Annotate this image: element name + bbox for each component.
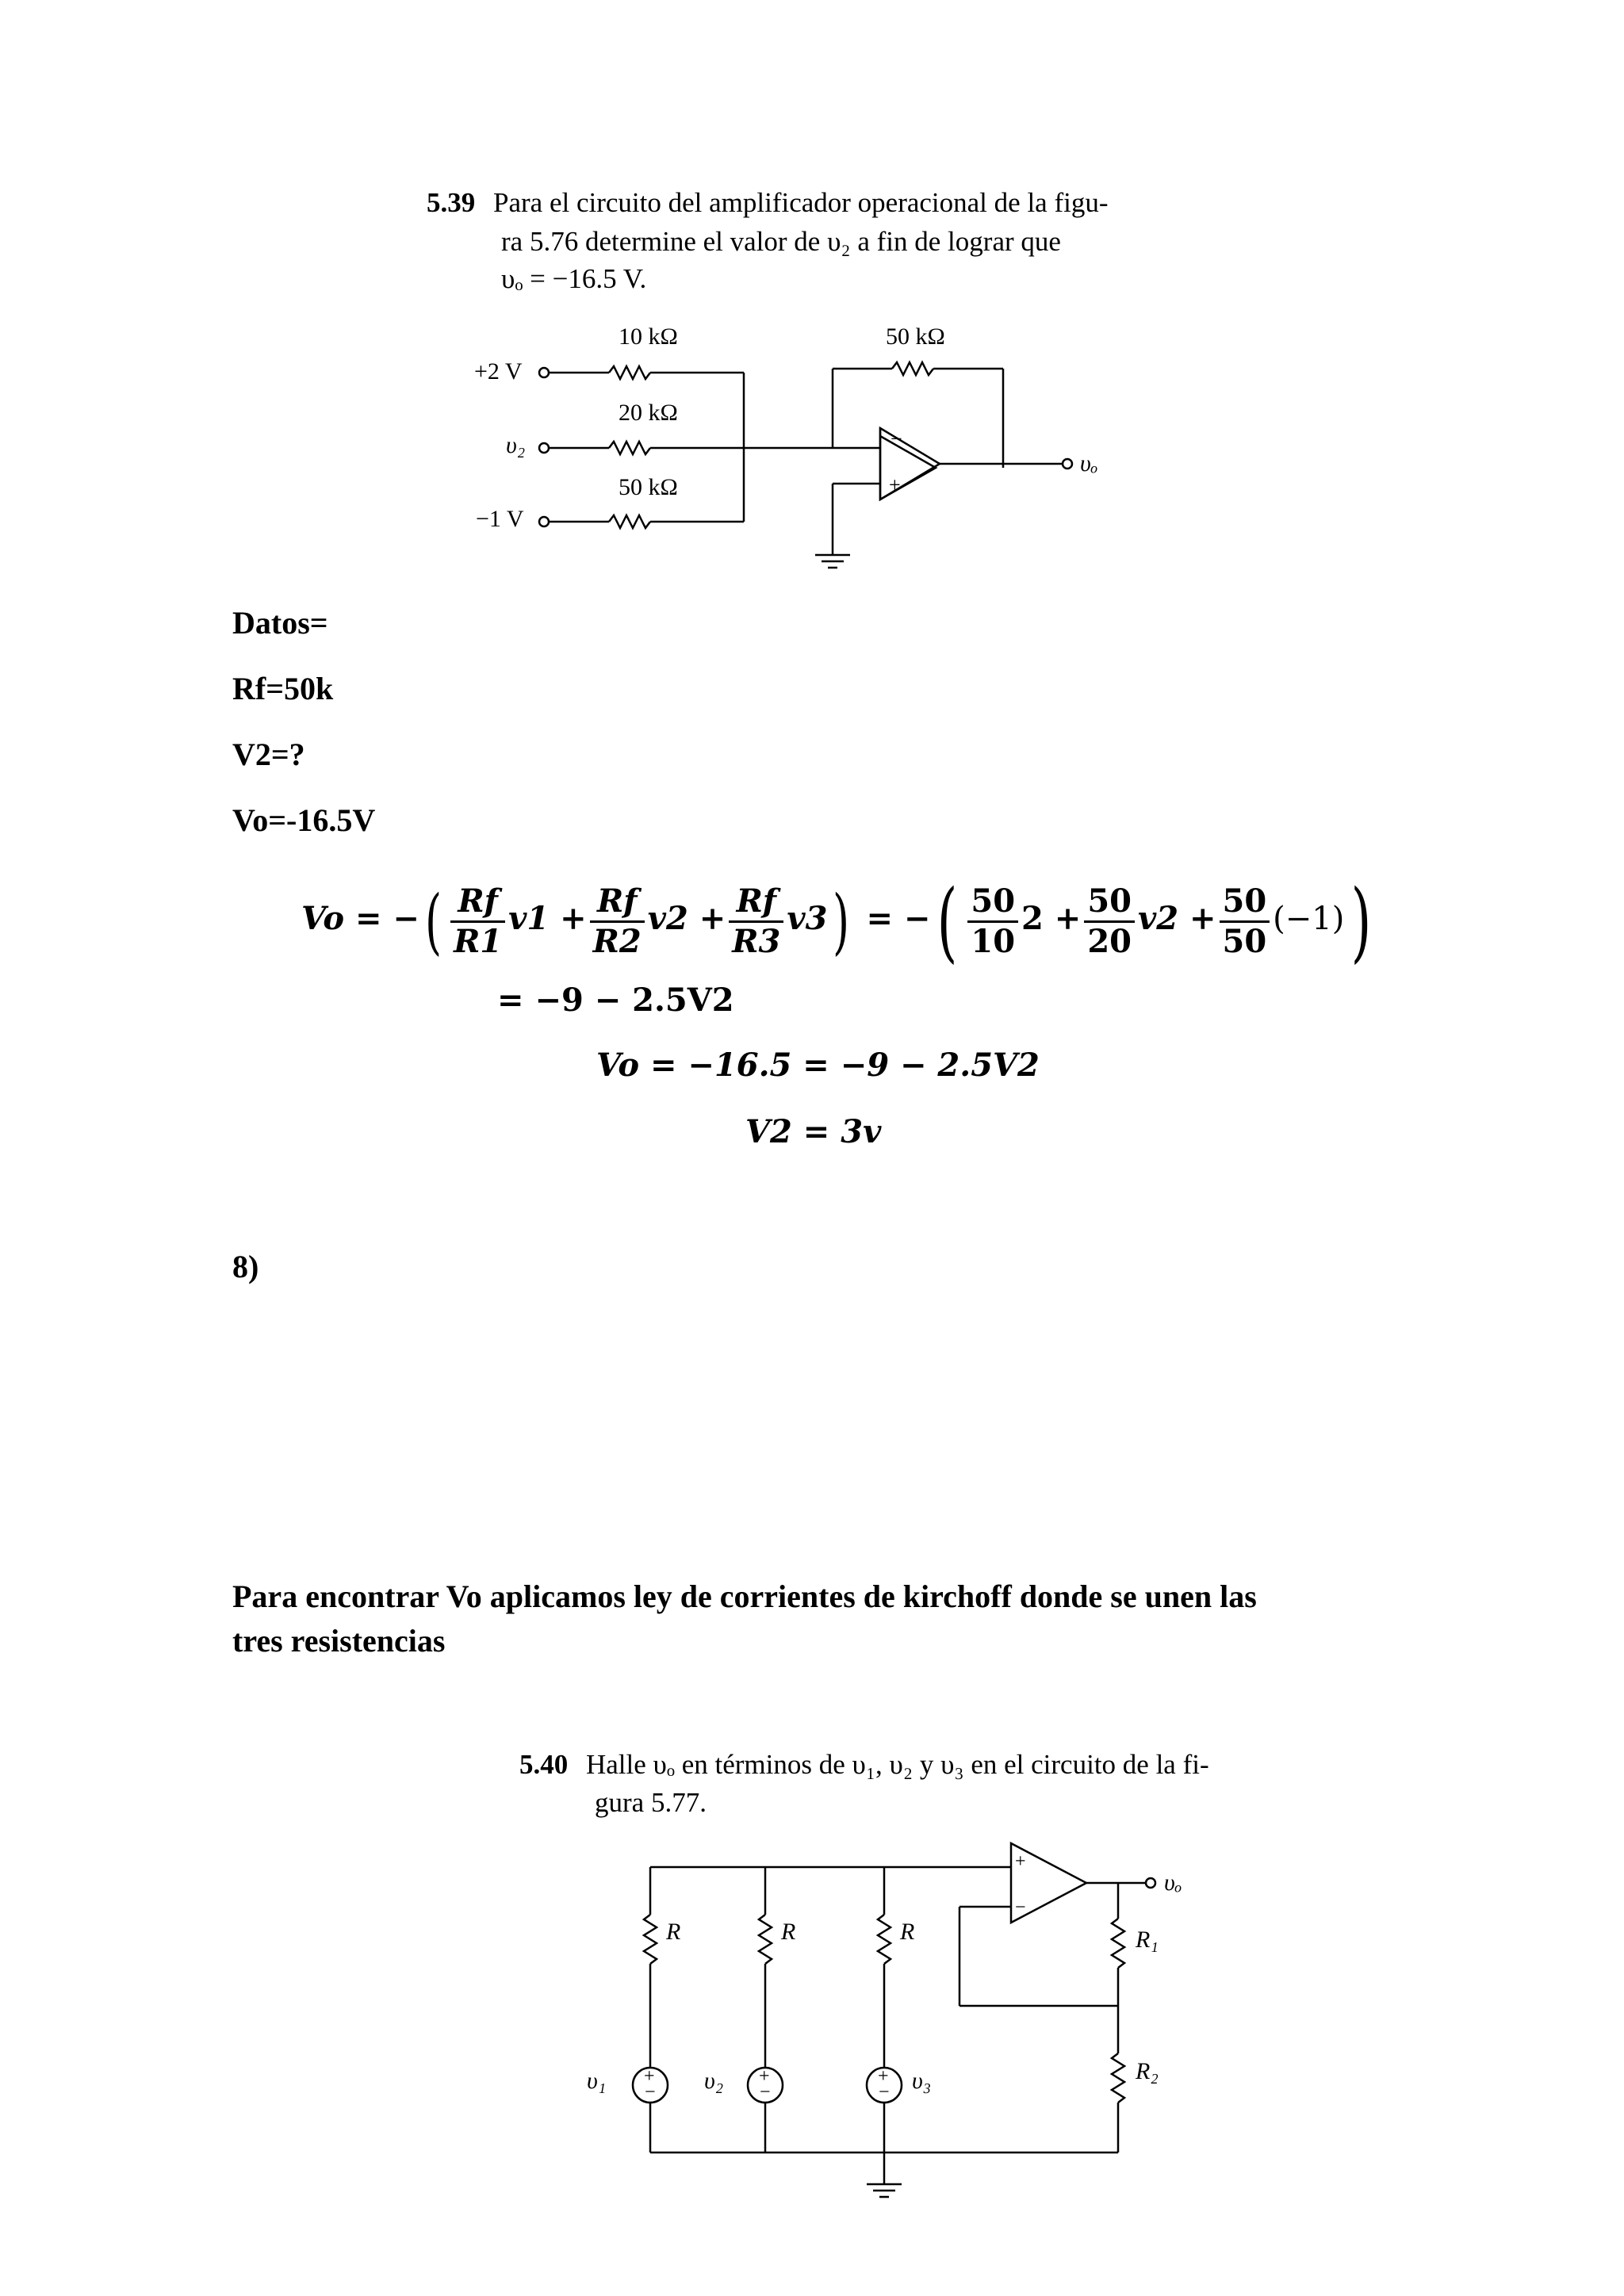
eq-term-1: v1 + <box>508 900 587 937</box>
problem-539-line2: ra 5.76 determine el valor de υ₂ a fin de lograr que <box>501 226 1061 257</box>
equation-line2: = −9 − 2.5V2 <box>497 982 734 1019</box>
problem-539-statement <box>427 184 1109 221</box>
eq-term-3: v3 <box>787 900 828 937</box>
eq-frac-1 <box>450 882 505 961</box>
eq-frac-5 <box>1084 882 1135 961</box>
problem-540-line2: gura 5.77. <box>595 1787 707 1818</box>
label-input-plus2v: +2 V <box>474 358 523 385</box>
eq-term-4: 2 + <box>1021 900 1082 937</box>
section-8-paragraph-line2: tres resistencias <box>232 1623 446 1659</box>
eq-frac-2 <box>590 882 645 961</box>
eq-frac-1-den: R1 <box>454 922 503 960</box>
section-8-label: 8) <box>232 1249 259 1284</box>
datos-title: Datos= <box>232 605 328 641</box>
eq-frac-5-den: 20 <box>1087 922 1132 960</box>
eq-frac-6 <box>1220 882 1270 961</box>
svg-text:+: + <box>759 2066 770 2087</box>
datos-rf: Rf=50k <box>232 671 334 706</box>
label-r1: R₁ <box>1136 1927 1159 1953</box>
eq-frac-3-den: R3 <box>732 922 781 960</box>
eq-frac-2-den: R2 <box>592 922 642 960</box>
eq-paren-open-1: ( <box>424 879 442 963</box>
label-input-minus1v: −1 V <box>476 506 524 532</box>
eq-lhs: Vo = − <box>301 900 419 937</box>
equation-line4: V2 = 3v <box>745 1113 882 1150</box>
label-v3: υ₃ <box>912 2068 932 2094</box>
eq-frac-4-num: 50 <box>967 882 1018 923</box>
svg-text:+: + <box>1015 1851 1026 1872</box>
eq-frac-3-num: Rf <box>729 882 783 923</box>
svg-text:−: − <box>760 2082 771 2103</box>
svg-text:+: + <box>878 2066 889 2087</box>
eq-paren-close-2: ) <box>1350 871 1372 972</box>
problem-539-line3: υₒ = −16.5 V. <box>501 263 647 294</box>
svg-text:−: − <box>1015 1897 1026 1918</box>
datos-v2: V2=? <box>232 737 305 772</box>
problem-540-number: 5.40 <box>519 1749 569 1780</box>
label-r-20k: 20 kΩ <box>619 400 678 426</box>
svg-text:−: − <box>891 427 902 450</box>
label-output-vo-540: υₒ <box>1164 1869 1182 1896</box>
svg-text:−: − <box>879 2082 890 2103</box>
eq-term-2: v2 + <box>647 900 726 937</box>
problem-540-statement <box>519 1746 1209 1783</box>
svg-text:+: + <box>889 473 901 496</box>
section-8-paragraph-line1: Para encontrar Vo aplicamos ley de corrientes de kirchoff donde se unen las <box>232 1578 1257 1614</box>
eq-frac-2-num: Rf <box>590 882 645 923</box>
label-v1: υ₁ <box>587 2068 607 2094</box>
label-r-branch3: R <box>900 1919 915 1945</box>
eq-frac-6-den: 50 <box>1222 922 1267 960</box>
svg-text:−: − <box>645 2082 656 2103</box>
label-r-50k: 50 kΩ <box>619 474 678 500</box>
equation-line3: Vo = −16.5 = −9 − 2.5V2 <box>596 1047 1040 1084</box>
label-r-branch1: R <box>666 1919 681 1945</box>
datos-vo: Vo=-16.5V <box>232 802 376 838</box>
eq-paren-open-2: ( <box>937 871 958 972</box>
label-input-v2: υ₂ <box>506 432 526 458</box>
eq-mid: = − <box>866 900 931 937</box>
eq-term-6: (−1) <box>1273 901 1345 937</box>
eq-frac-6-num: 50 <box>1220 882 1270 923</box>
label-r-branch2: R <box>781 1919 796 1945</box>
label-r2: R₂ <box>1136 2058 1159 2084</box>
label-r-10k: 10 kΩ <box>619 323 678 350</box>
label-output-vo: υₒ <box>1080 450 1098 476</box>
problem-539-number: 5.39 <box>427 187 476 218</box>
circuit-fig-5-76 <box>460 317 1142 587</box>
eq-paren-close-1: ) <box>833 879 850 963</box>
eq-frac-4-den: 10 <box>971 922 1016 960</box>
equation-main <box>301 871 1378 972</box>
eq-frac-3 <box>729 882 783 961</box>
label-v2: υ₂ <box>704 2068 724 2094</box>
label-rf-50k: 50 kΩ <box>886 323 945 350</box>
eq-frac-1-num: Rf <box>450 882 505 923</box>
svg-text:+: + <box>644 2066 655 2087</box>
eq-frac-4 <box>967 882 1018 961</box>
problem-539-line1: Para el circuito del amplificador operacional de la figu- <box>493 187 1109 218</box>
problem-540-line1: Halle υₒ en términos de υ₁, υ₂ y υ₃ en el circuito de la fi- <box>586 1749 1209 1780</box>
eq-frac-5-num: 50 <box>1084 882 1135 923</box>
circuit-fig-5-77 <box>619 1831 1221 2204</box>
eq-term-5: v2 + <box>1137 900 1216 937</box>
